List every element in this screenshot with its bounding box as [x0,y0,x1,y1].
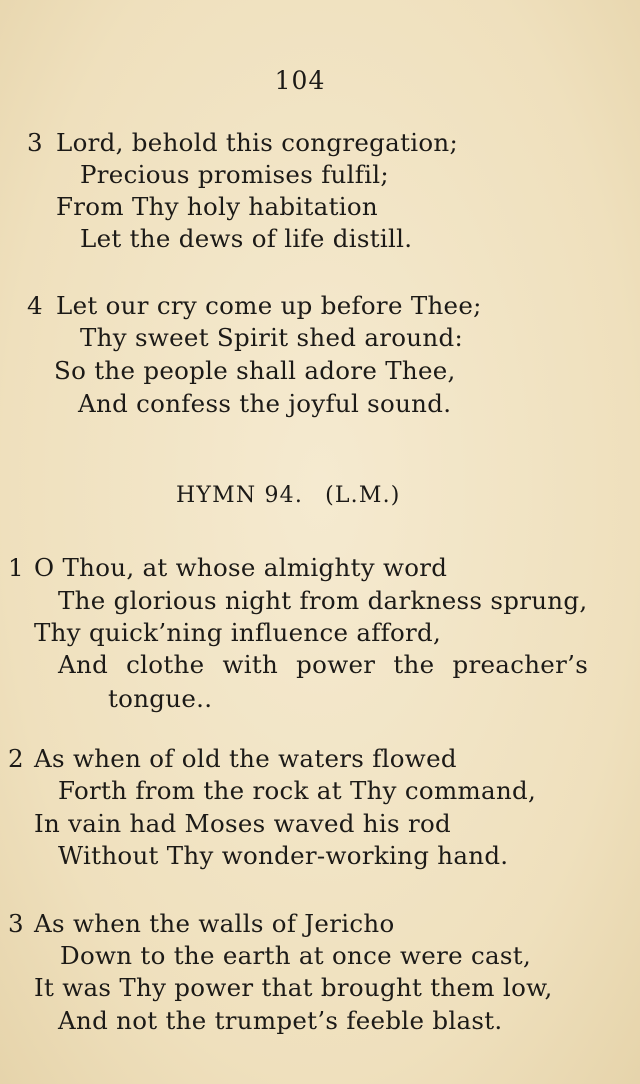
verse-line: And clothe with power the preacher’s [58,650,589,679]
verse-line: As when of old the waters flowed [34,744,457,773]
verse-line: And not the trumpet’s feeble blast. [58,1006,503,1035]
stanza-number: 2 [8,744,24,773]
hymn-title: HYMN 94. [176,483,304,508]
verse-line: Down to the earth at once were cast, [60,941,532,970]
hymn-meter: (L.M.) [325,483,401,508]
verse-line: Let our cry come up before Thee; [56,291,482,320]
verse-line: From Thy holy habitation [56,192,378,221]
stanza-number: 1 [8,553,24,582]
verse-line: Lord, behold this congregation; [56,128,459,157]
verse-line: Forth from the rock at Thy command, [58,776,537,805]
verse-line: Thy quick’ning influence afford, [34,618,442,647]
verse-line: Precious promises fulfil; [80,160,389,189]
stanza-number: 4 [27,291,43,320]
stanza-number: 3 [8,909,24,938]
verse-line: O Thou, at whose almighty word [34,553,448,582]
verse-line: As when the walls of Jericho [34,909,395,938]
page-number: 104 [274,66,326,95]
stanza-number: 3 [27,128,43,157]
verse-line: It was Thy power that brought them low, [34,973,553,1002]
verse-line: In vain had Moses waved his rod [34,809,452,838]
hymn-heading [176,483,401,508]
verse-line: So the people shall adore Thee, [54,356,456,385]
verse-line: Let the dews of life distill. [80,224,413,253]
verse-line: Without Thy wonder-working hand. [58,841,509,870]
verse-line: Thy sweet Spirit shed around: [80,323,463,352]
verse-line: The glorious night from darkness sprung, [58,586,588,615]
verse-line: And confess the joyful sound. [78,389,452,418]
verse-line-continuation: tongue.. [108,684,213,713]
